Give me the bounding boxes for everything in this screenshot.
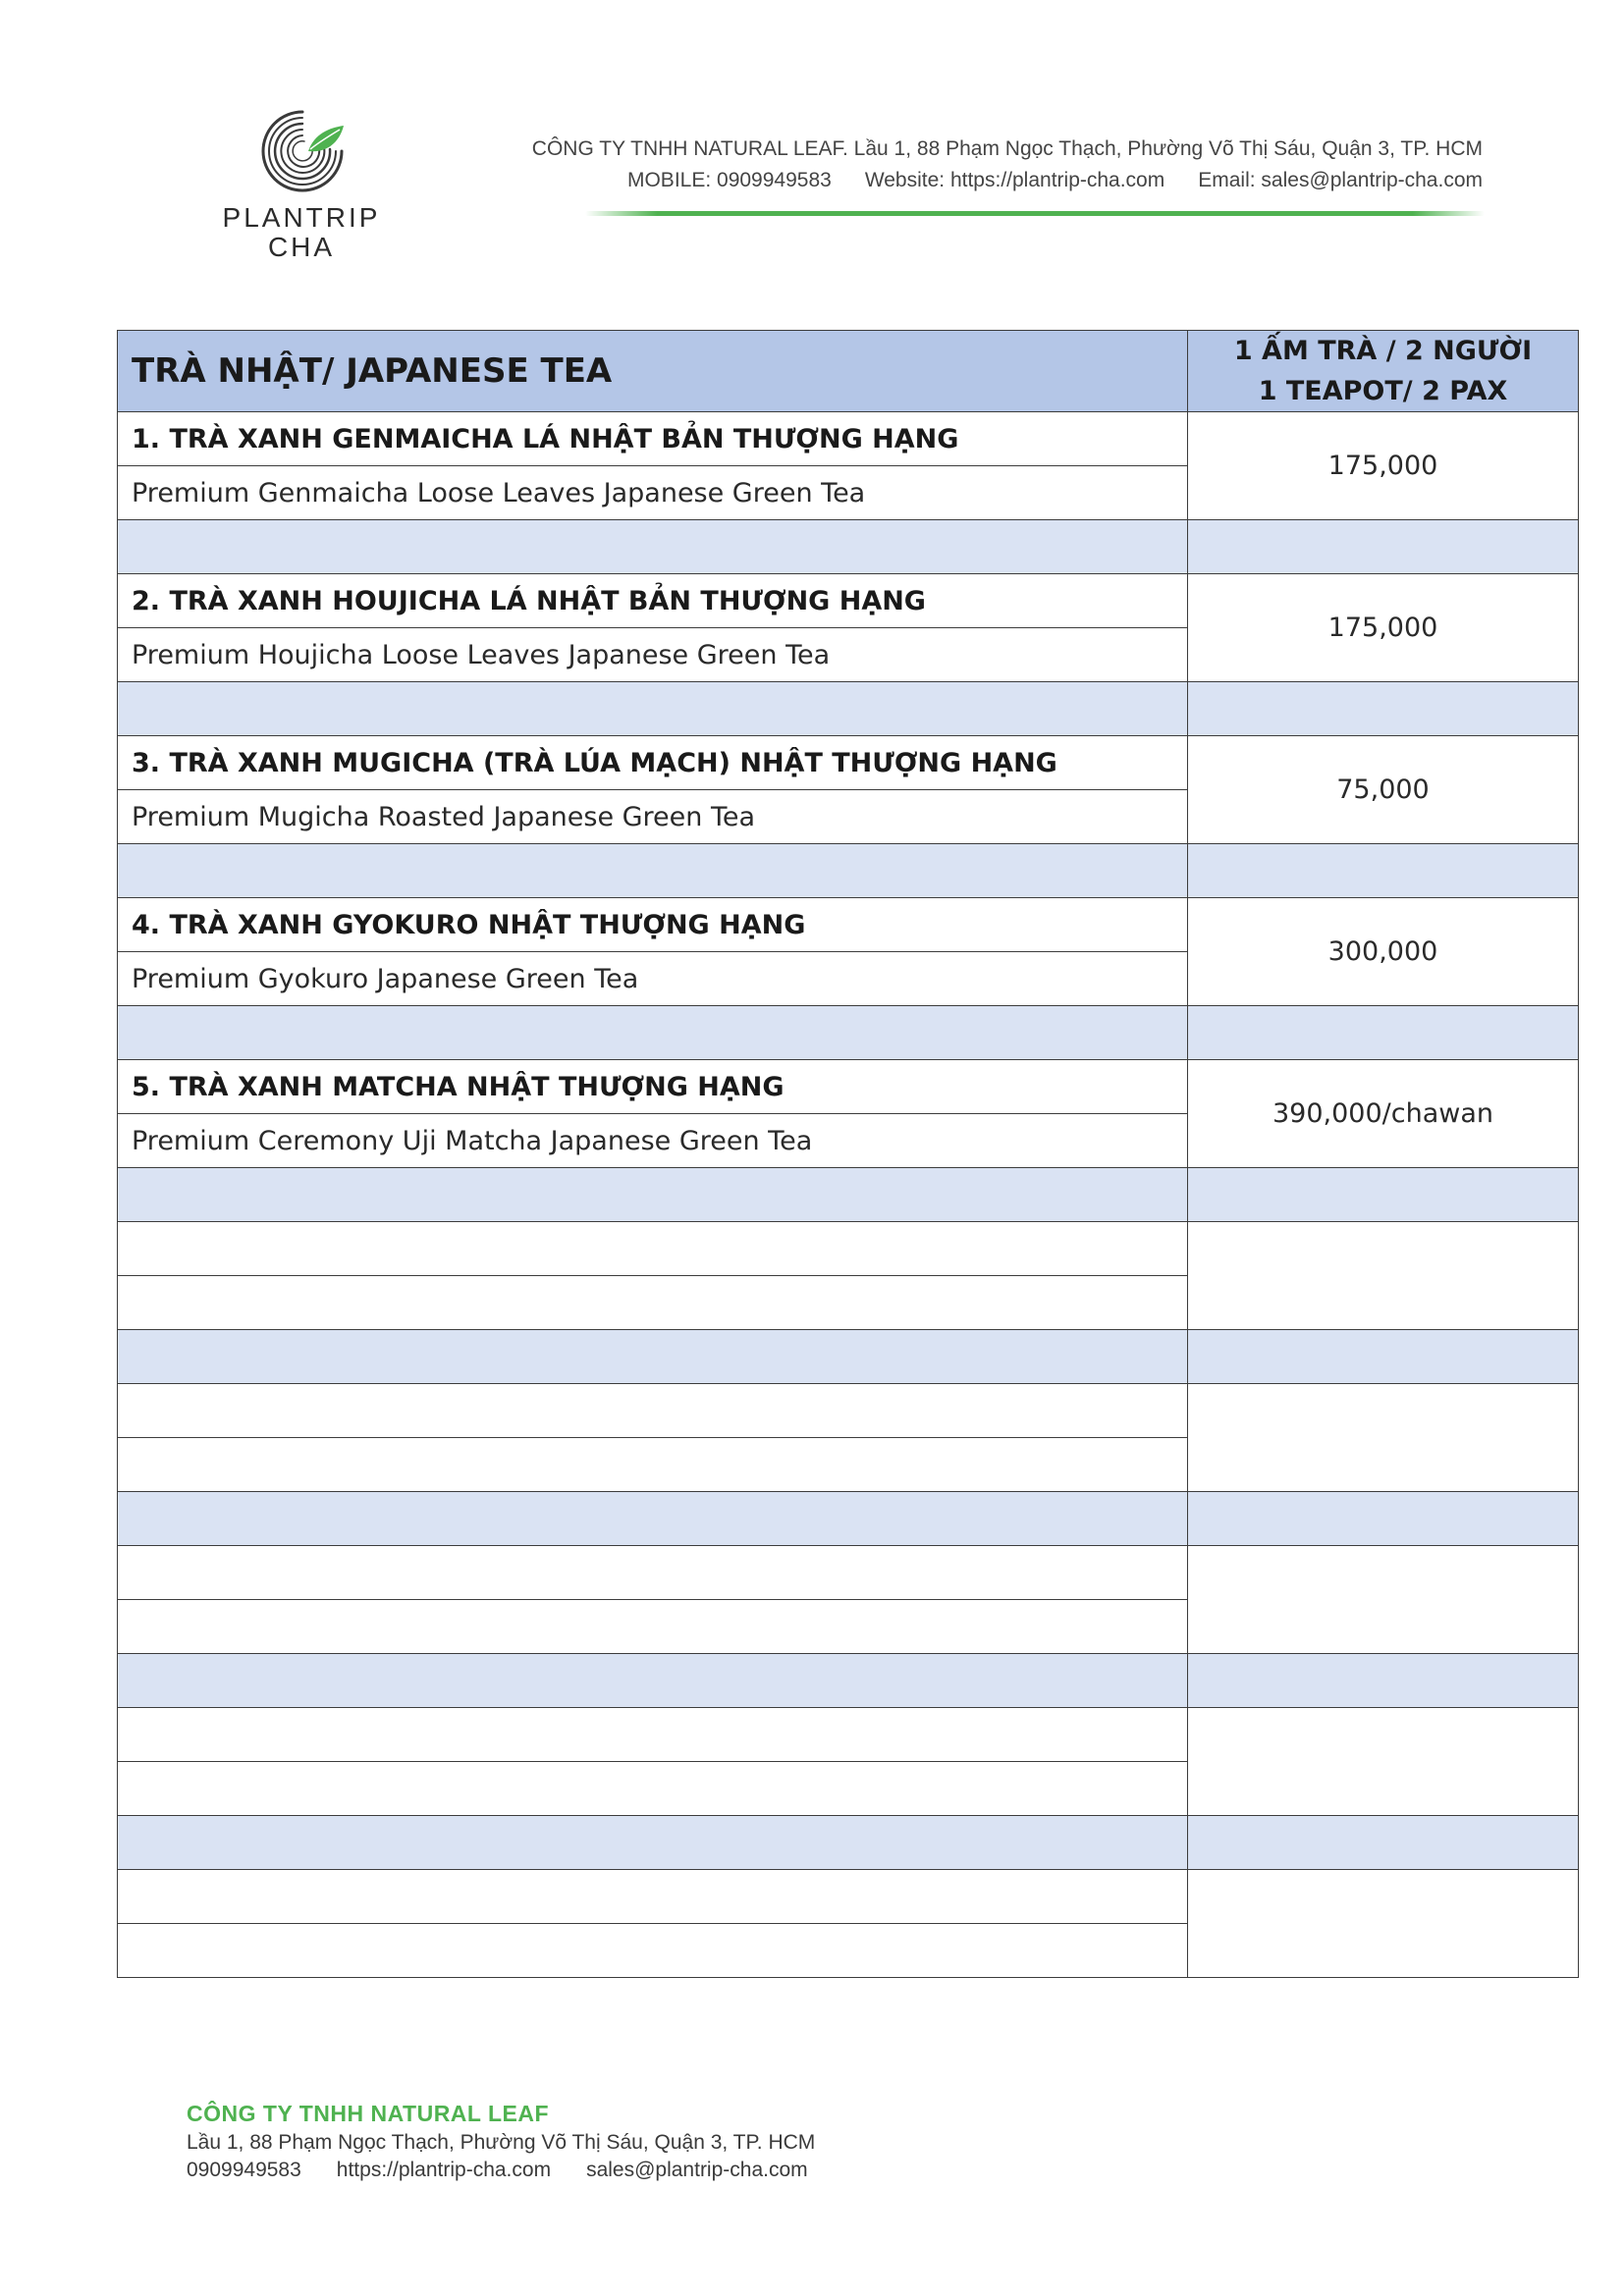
spacer-row xyxy=(118,844,1579,898)
empty-cell xyxy=(118,1546,1188,1600)
contact-line xyxy=(627,169,1483,192)
logo-wordmark-line1: PLANTRIP xyxy=(222,202,381,233)
company-address-line: CÔNG TY TNHH NATURAL LEAF. Lầu 1, 88 Phạm Ngọc Thạch, Phường Võ Thị Sáu, Quận 3, TP. HCM xyxy=(531,137,1483,160)
item-price: 175,000 xyxy=(1188,574,1579,682)
website-link[interactable]: Website: https://plantrip-cha.com xyxy=(864,169,1165,191)
spacer-cell xyxy=(1188,1816,1579,1870)
menu-item-5-name-row xyxy=(118,1060,1579,1114)
empty-item-row xyxy=(118,1708,1579,1762)
empty-cell xyxy=(118,1222,1188,1276)
footer-website-link[interactable]: https://plantrip-cha.com xyxy=(336,2159,552,2181)
section-title: TRÀ NHẬT/ JAPANESE TEA xyxy=(132,351,613,391)
empty-item-row xyxy=(118,1546,1579,1600)
item-name: 4. TRÀ XANH GYOKURO NHẬT THƯỢNG HẠNG xyxy=(118,898,1188,952)
spacer-cell xyxy=(118,844,1188,898)
spacer-cell xyxy=(1188,1330,1579,1384)
spacer-cell xyxy=(1188,1654,1579,1708)
empty-item-row xyxy=(118,1870,1579,1924)
table-header-row xyxy=(118,331,1579,412)
empty-cell xyxy=(118,1762,1188,1816)
spacer-cell xyxy=(118,1654,1188,1708)
item-description: Premium Houjicha Loose Leaves Japanese Green Tea xyxy=(118,628,1188,682)
company-logo xyxy=(218,106,385,263)
item-price: 175,000 xyxy=(1188,412,1579,520)
empty-price-cell xyxy=(1188,1546,1579,1654)
spacer-row xyxy=(118,682,1579,736)
item-name: 3. TRÀ XANH MUGICHA (TRÀ LÚA MẠCH) NHẬT THƯỢNG HẠNG xyxy=(118,736,1188,790)
plantrip-leaf-swirl-logo-icon xyxy=(257,106,348,196)
empty-cell xyxy=(118,1384,1188,1438)
spacer-cell xyxy=(1188,1168,1579,1222)
item-description: Premium Genmaicha Loose Leaves Japanese Green Tea xyxy=(118,466,1188,520)
price-header-line1: 1 ẤM TRÀ / 2 NGƯỜI xyxy=(1233,336,1533,366)
header-divider xyxy=(585,211,1485,216)
empty-item-row xyxy=(118,1222,1579,1276)
spacer-cell xyxy=(118,1492,1188,1546)
spacer-row xyxy=(118,1654,1579,1708)
spacer-cell xyxy=(118,1168,1188,1222)
spacer-cell xyxy=(118,682,1188,736)
section-title-cell xyxy=(118,331,1188,412)
item-name: 1. TRÀ XANH GENMAICHA LÁ NHẬT BẢN THƯỢNG HẠNG xyxy=(118,412,1188,466)
menu-item-3-name-row xyxy=(118,736,1579,790)
spacer-cell xyxy=(1188,520,1579,574)
item-name: 5. TRÀ XANH MATCHA NHẬT THƯỢNG HẠNG xyxy=(118,1060,1188,1114)
empty-cell xyxy=(118,1600,1188,1654)
spacer-row xyxy=(118,1492,1579,1546)
spacer-cell xyxy=(1188,1492,1579,1546)
item-description: Premium Gyokuro Japanese Green Tea xyxy=(118,952,1188,1006)
spacer-row xyxy=(118,1816,1579,1870)
footer-address: Lầu 1, 88 Phạm Ngọc Thạch, Phường Võ Thị Sáu, Quận 3, TP. HCM xyxy=(187,2131,816,2154)
empty-cell xyxy=(118,1438,1188,1492)
footer-phone: 0909949583 xyxy=(187,2159,301,2181)
item-name: 2. TRÀ XANH HOUJICHA LÁ NHẬT BẢN THƯỢNG HẠNG xyxy=(118,574,1188,628)
footer-contact-line xyxy=(187,2159,843,2182)
footer-company-name: CÔNG TY TNHH NATURAL LEAF xyxy=(187,2101,549,2126)
spacer-cell xyxy=(118,1006,1188,1060)
item-description: Premium Ceremony Uji Matcha Japanese Green Tea xyxy=(118,1114,1188,1168)
spacer-cell xyxy=(1188,1006,1579,1060)
menu-item-1-name-row xyxy=(118,412,1579,466)
spacer-cell xyxy=(118,1330,1188,1384)
empty-cell xyxy=(118,1276,1188,1330)
empty-price-cell xyxy=(1188,1708,1579,1816)
item-price: 390,000/chawan xyxy=(1188,1060,1579,1168)
price-column-header xyxy=(1188,331,1579,412)
mobile-number: MOBILE: 0909949583 xyxy=(626,169,832,191)
logo-wordmark-line2: CHA xyxy=(267,232,336,262)
spacer-cell xyxy=(118,520,1188,574)
menu-item-2-name-row xyxy=(118,574,1579,628)
tea-menu-table xyxy=(117,330,1579,1978)
empty-cell xyxy=(118,1708,1188,1762)
footer xyxy=(187,2101,843,2182)
empty-item-row xyxy=(118,1384,1579,1438)
spacer-row xyxy=(118,1330,1579,1384)
empty-cell xyxy=(118,1870,1188,1924)
spacer-row xyxy=(118,1168,1579,1222)
item-price: 75,000 xyxy=(1188,736,1579,844)
spacer-cell xyxy=(1188,844,1579,898)
footer-email-link[interactable]: sales@plantrip-cha.com xyxy=(586,2159,808,2181)
spacer-row xyxy=(118,520,1579,574)
menu-item-4-name-row xyxy=(118,898,1579,952)
spacer-row xyxy=(118,1006,1579,1060)
price-header-line2: 1 TEAPOT/ 2 PAX xyxy=(1258,376,1508,406)
empty-price-cell xyxy=(1188,1870,1579,1978)
empty-price-cell xyxy=(1188,1384,1579,1492)
item-description: Premium Mugicha Roasted Japanese Green Tea xyxy=(118,790,1188,844)
spacer-cell xyxy=(118,1816,1188,1870)
email-link[interactable]: Email: sales@plantrip-cha.com xyxy=(1198,169,1483,191)
empty-price-cell xyxy=(1188,1222,1579,1330)
spacer-cell xyxy=(1188,682,1579,736)
empty-cell xyxy=(118,1924,1188,1978)
item-price: 300,000 xyxy=(1188,898,1579,1006)
